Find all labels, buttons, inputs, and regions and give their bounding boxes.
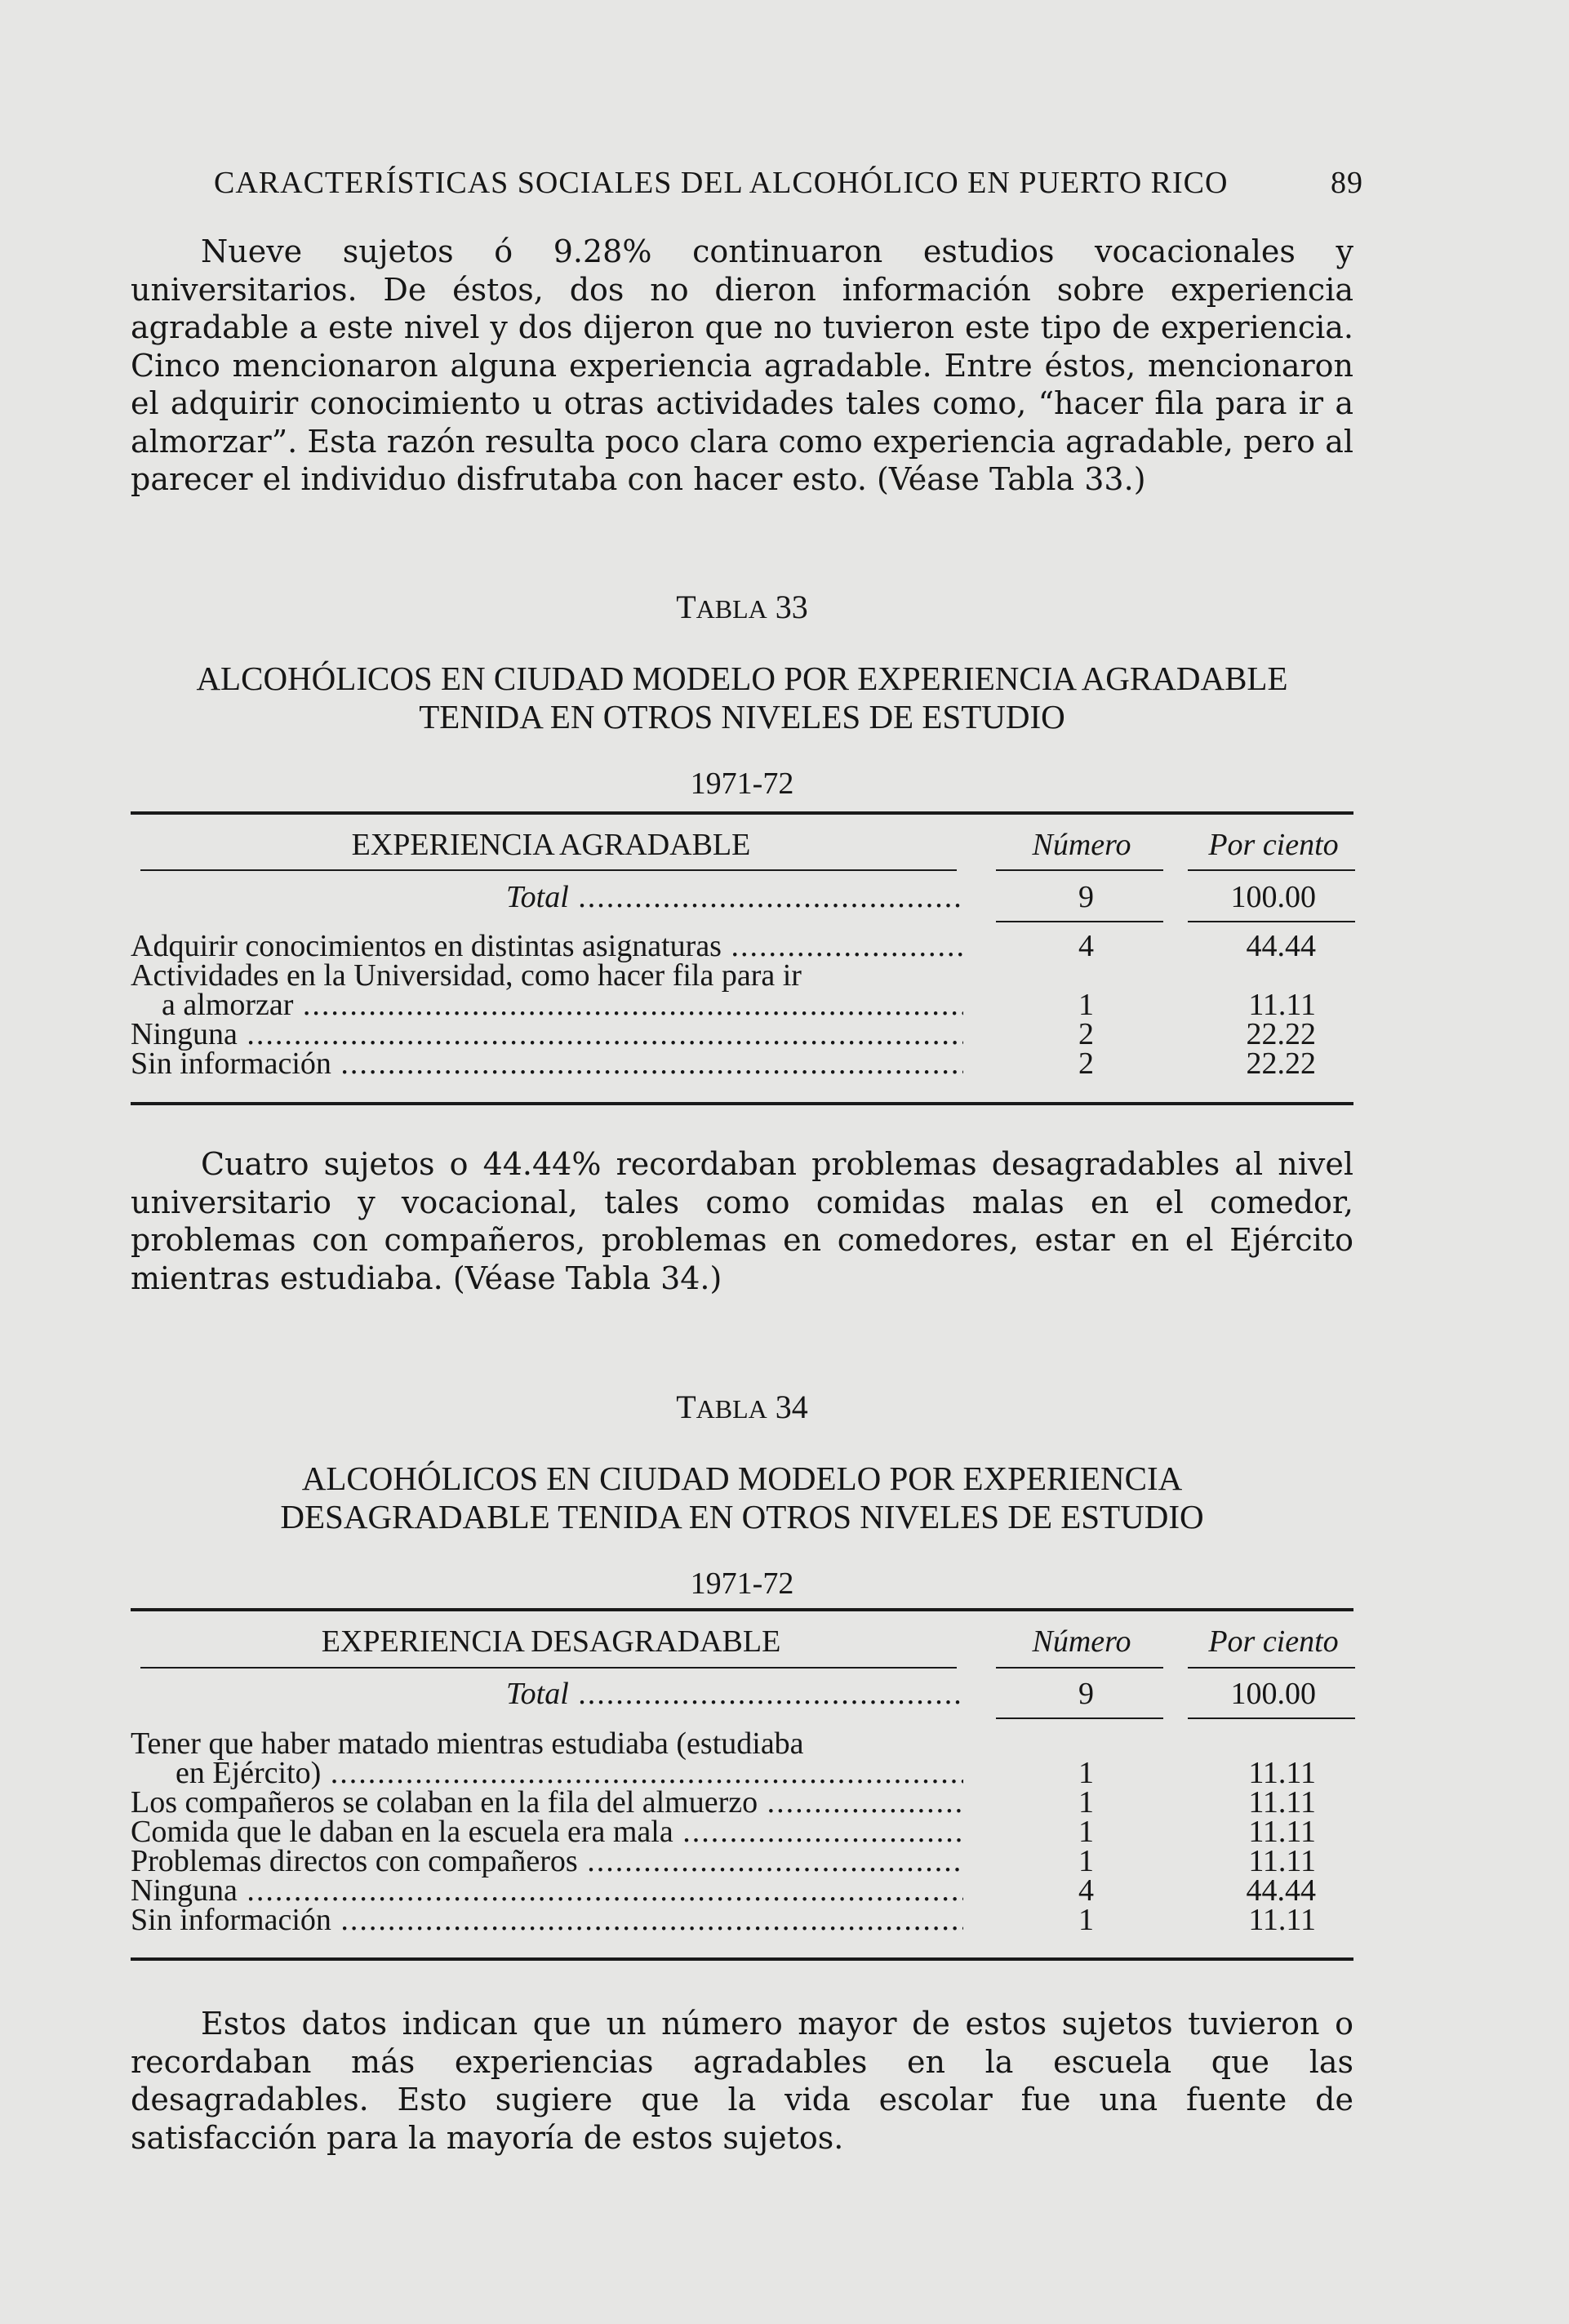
table34-row-label: Ninguna ..... — [131, 1873, 963, 1909]
table33-row-numero: 4 — [1078, 929, 1094, 963]
table33-row-porciento: 11.11 — [1248, 988, 1316, 1022]
table34-row-porciento: 11.11 — [1248, 1756, 1316, 1790]
table34-col-header: EXPERIENCIA DESAGRADABLE — [321, 1624, 781, 1659]
table33-title-line1: ALCOHÓLICOS EN CIUDAD MODELO POR EXPERIENCIA AGRADABLE — [196, 660, 1288, 697]
table34-row-numero: 1 — [1078, 1815, 1094, 1849]
table34-row-label: Sin información ..... — [131, 1902, 963, 1938]
table33-total-porciento: 100.00 — [1230, 880, 1316, 914]
table33-row-label: Actividades en la Universidad, como hacer fila para ir — [131, 958, 802, 993]
table34-row-label: Los compañeros se colaban en la fila del almuerzo ..... — [131, 1784, 963, 1820]
table34-top-rule — [131, 1608, 1353, 1611]
table34-row-label: Comida que le daban en la escuela era mala ..... — [131, 1814, 963, 1850]
table34-row-porciento: 11.11 — [1248, 1903, 1316, 1937]
paragraph-3 — [131, 2005, 1353, 2157]
table33-row-label: Ninguna ..... — [131, 1016, 963, 1052]
table34-row-numero: 1 — [1078, 1903, 1094, 1937]
table34-header-rule-left — [140, 1667, 957, 1669]
table34-col-porciento: Por ciento — [1208, 1624, 1339, 1659]
paragraph-3-text: Estos datos indican que un número mayor de estos sujetos tuvieron o recordaban más experiencias agradables en la escuela que las desagradables. Esto sugiere que la vida escolar fue una fuente de satisfacción para la mayoría de estos sujetos. — [131, 2006, 1353, 2156]
table34-total-numero: 9 — [1078, 1677, 1094, 1711]
table33-col-porciento: Por ciento — [1208, 828, 1339, 862]
table33-row-numero: 2 — [1078, 1017, 1094, 1051]
table33-label: TABLA 33 — [676, 589, 808, 625]
table33-col-header: EXPERIENCIA AGRADABLE — [351, 828, 751, 862]
table34-row-porciento: 11.11 — [1248, 1815, 1316, 1849]
paragraph-1 — [131, 233, 1353, 499]
table34-total-rule-numero — [996, 1717, 1163, 1719]
table34-title-line2: DESAGRADABLE TENIDA EN OTROS NIVELES DE ESTUDIO — [280, 1498, 1204, 1535]
table34-row-numero: 4 — [1078, 1873, 1094, 1908]
table34-col-numero: Número — [1032, 1624, 1131, 1659]
table34-row-porciento: 11.11 — [1248, 1785, 1316, 1820]
table33-col-numero: Número — [1032, 828, 1131, 862]
table34-year: 1971-72 — [690, 1566, 794, 1601]
table33-total-rule-numero — [996, 921, 1163, 922]
table34-total-porciento: 100.00 — [1230, 1677, 1316, 1711]
table33-top-rule — [131, 811, 1353, 815]
running-head — [214, 165, 1363, 206]
page-number: 89 — [1331, 166, 1363, 200]
table34-label: TABLA 34 — [676, 1389, 808, 1425]
paragraph-1-text: Nueve sujetos ó 9.28% continuaron estudios vocacionales y universitarios. De éstos, dos no dieron información sobre experiencia agradable a este nivel y dos dijeron que no tuvieron este tipo de experiencia. Cinco mencionaron alguna experiencia agradable. Entre éstos, mencionaron el adquirir conocimiento u otras actividades tales como, “hacer fila para ir a almorzar”. Esta razón resulta poco clara como experiencia agradable, pero al parecer el individuo disfrutaba con hacer esto. (Véase Tabla 33.) — [131, 233, 1353, 497]
table33-row-porciento: 44.44 — [1246, 929, 1316, 963]
table34-row-label: Problemas directos con compañeros ..... — [131, 1843, 963, 1879]
table33-total-label: Total ..... — [506, 879, 963, 915]
table34-row-label: Tener que haber matado mientras estudiaba (estudiaba — [131, 1726, 804, 1761]
table34-bottom-rule — [131, 1957, 1353, 1961]
table33-row-label-cont: a almorzar ..... — [162, 987, 963, 1023]
paragraph-2-text: Cuatro sujetos o 44.44% recordaban problemas desagradables al nivel universitario y vocacional, tales como comidas malas en el comedor, problemas con compañeros, problemas en comedores, estar en el Ejército mientras estudiaba. (Véase Tabla 34.) — [131, 1146, 1353, 1296]
table34-total-rule-porciento — [1188, 1717, 1355, 1719]
running-head-title: CARACTERÍSTICAS SOCIALES DEL ALCOHÓLICO EN PUERTO RICO — [214, 166, 1229, 200]
table34-row-numero: 1 — [1078, 1844, 1094, 1878]
table34-row-numero: 1 — [1078, 1756, 1094, 1790]
table33-title — [131, 660, 1353, 736]
table33-row-label: Sin información ..... — [131, 1046, 963, 1082]
table34-title-line1: ALCOHÓLICOS EN CIUDAD MODELO POR EXPERIENCIA — [301, 1460, 1183, 1497]
table34-row-label-cont: en Ejército) ..... — [176, 1755, 963, 1791]
table34-total-label: Total ..... — [506, 1676, 963, 1712]
table34-title — [131, 1460, 1353, 1536]
table33-row-numero: 1 — [1078, 988, 1094, 1022]
table34-header-rule-porciento — [1188, 1667, 1355, 1669]
paragraph-2 — [131, 1145, 1353, 1297]
table33-row-porciento: 22.22 — [1246, 1046, 1316, 1081]
table33-total-rule-porciento — [1188, 921, 1355, 922]
table33-header-rule-numero — [996, 869, 1163, 871]
table34-row-numero: 1 — [1078, 1785, 1094, 1820]
table33-title-line2: TENIDA EN OTROS NIVELES DE ESTUDIO — [419, 698, 1065, 735]
table34-header-rule-numero — [996, 1667, 1163, 1669]
table33-header-rule-left — [140, 869, 957, 871]
table33-row-porciento: 22.22 — [1246, 1017, 1316, 1051]
table33-header-rule-porciento — [1188, 869, 1355, 871]
table33-total-numero: 9 — [1078, 880, 1094, 914]
table34-row-porciento: 11.11 — [1248, 1844, 1316, 1878]
table34-row-porciento: 44.44 — [1246, 1873, 1316, 1908]
table33-year: 1971-72 — [690, 767, 794, 801]
table33-row-numero: 2 — [1078, 1046, 1094, 1081]
table33-row-label: Adquirir conocimientos en distintas asignaturas ..... — [131, 928, 963, 964]
table33-bottom-rule — [131, 1102, 1353, 1105]
